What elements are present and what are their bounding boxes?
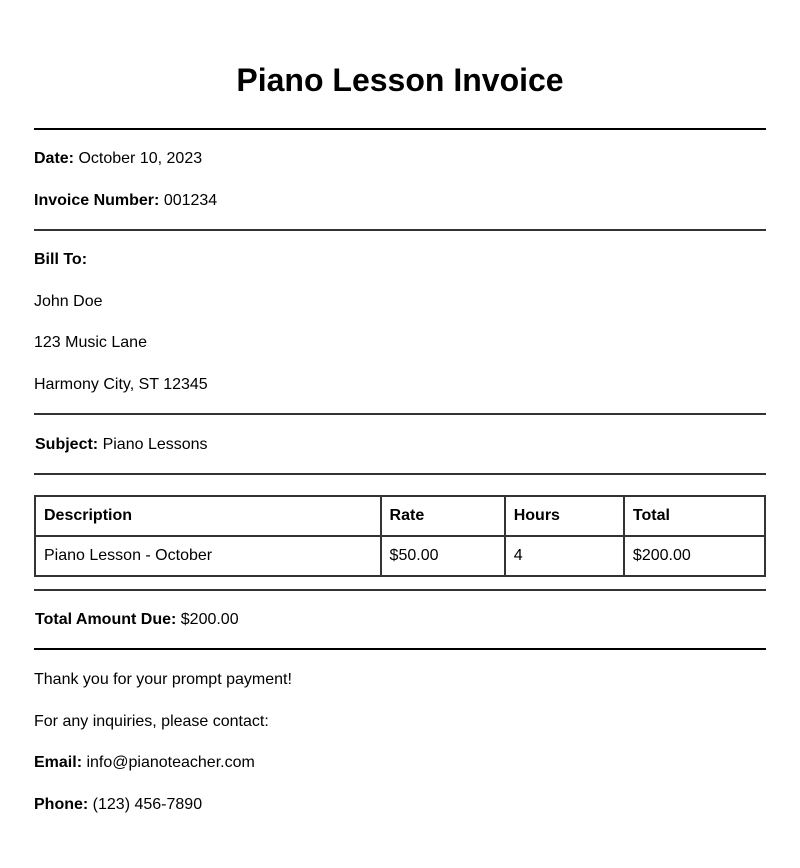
phone-value: (123) 456-7890 [92, 796, 203, 813]
page-title: Piano Lesson Invoice [236, 62, 564, 98]
bill-to-address-line1: 123 Music Lane [34, 334, 147, 351]
cell-description: Piano Lesson - October [35, 536, 381, 576]
contact-phone [34, 795, 202, 815]
cell-total: $200.00 [624, 536, 765, 576]
divider [34, 229, 766, 231]
invoice-number [34, 191, 217, 211]
phone-label: Phone: [34, 796, 89, 813]
table-header-row [35, 496, 765, 536]
invoice-number-value: 001234 [163, 192, 218, 209]
column-header-hours: Hours [505, 496, 624, 536]
bill-to-name: John Doe [34, 293, 103, 310]
total-due-label: Total Amount Due: [35, 611, 177, 628]
total-due [35, 610, 239, 630]
inquiries-note: For any inquiries, please contact: [34, 713, 269, 730]
column-header-rate: Rate [381, 496, 505, 536]
invoice-date [34, 149, 202, 169]
date-value: October 10, 2023 [78, 150, 203, 167]
subject-label: Subject: [35, 436, 99, 453]
bill-to-address-line2: Harmony City, ST 12345 [34, 376, 208, 393]
divider [34, 128, 766, 130]
date-label: Date: [34, 150, 75, 167]
column-header-description: Description [35, 496, 381, 536]
divider [34, 413, 766, 415]
thank-you-note: Thank you for your prompt payment! [34, 671, 292, 688]
subject-line [35, 435, 208, 455]
divider [34, 648, 766, 650]
invoice-number-label: Invoice Number: [34, 192, 160, 209]
subject-value: Piano Lessons [102, 436, 208, 453]
line-items-table [34, 495, 766, 577]
table-row [35, 536, 765, 576]
divider [34, 589, 766, 591]
divider [34, 473, 766, 475]
column-header-total: Total [624, 496, 765, 536]
bill-to-heading [34, 250, 87, 270]
cell-hours: 4 [505, 536, 624, 576]
cell-rate: $50.00 [381, 536, 505, 576]
contact-email [34, 753, 255, 773]
email-label: Email: [34, 754, 83, 771]
bill-to-label: Bill To: [34, 251, 88, 268]
email-value: info@pianoteacher.com [86, 754, 255, 771]
total-due-value: $200.00 [180, 611, 239, 628]
